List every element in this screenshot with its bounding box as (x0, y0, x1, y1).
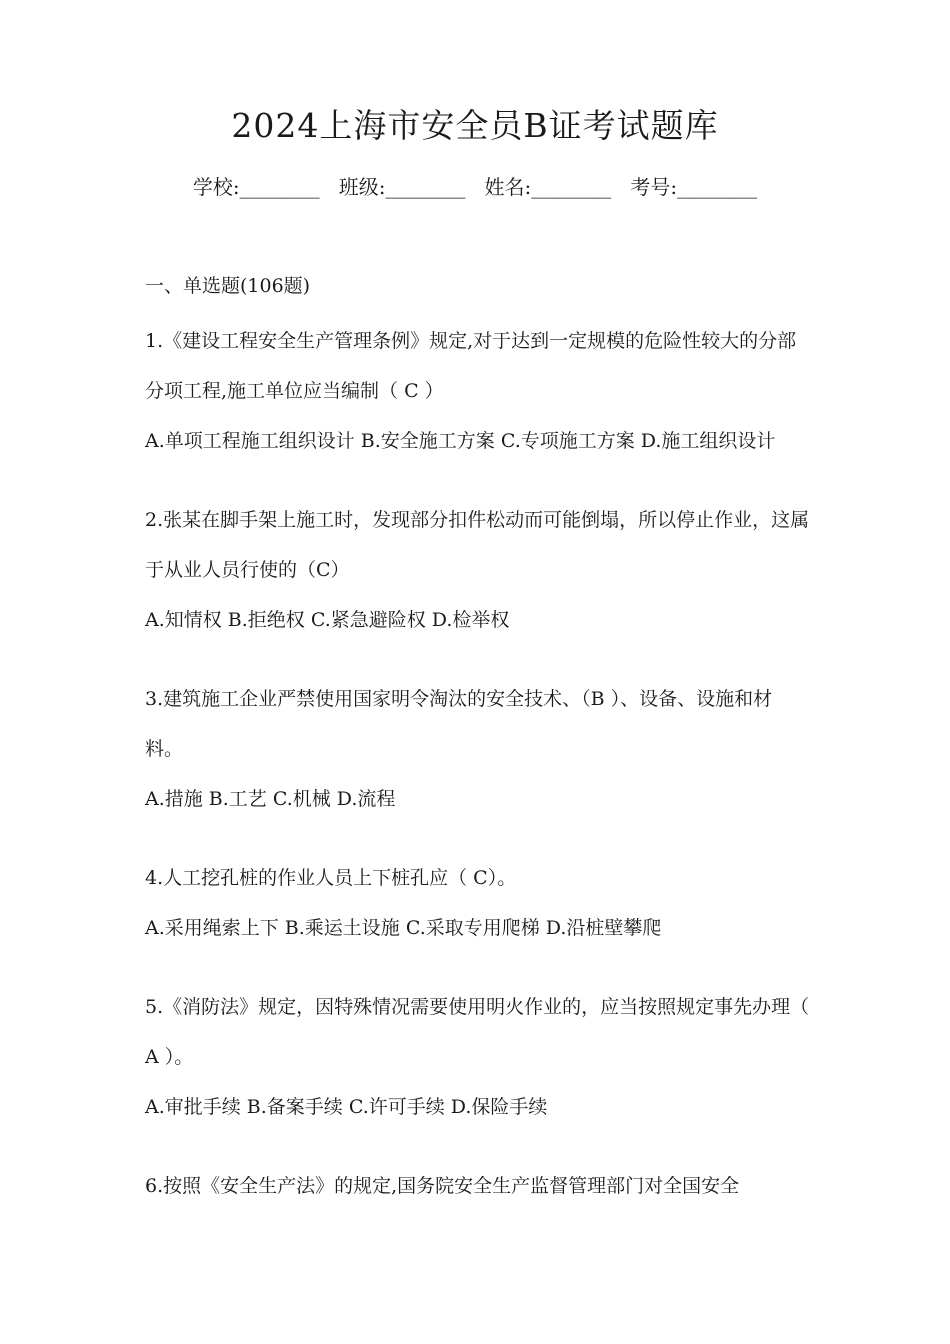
question-options: A.知情权 B.拒绝权 C.紧急避险权 D.检举权 (145, 609, 510, 631)
question-item (145, 1161, 810, 1211)
question-item (145, 495, 810, 645)
question-stem: 5.《消防法》规定，因特殊情况需要使用明火作业的，应当按照规定事先办理（ A ）。 (145, 996, 810, 1068)
class-field: 班级:________ (338, 175, 466, 199)
question-options: A.措施 B.工艺 C.机械 D.流程 (145, 788, 396, 810)
question-stem: 3.建筑施工企业严禁使用国家明令淘汰的安全技术、（B ）、设备、设施和材料。 (145, 688, 773, 760)
student-info-line (0, 172, 950, 202)
question-stem: 2.张某在脚手架上施工时，发现部分扣件松动而可能倒塌，所以停止作业，这属于从业人员行使的（C） (145, 509, 810, 581)
page-title: 2024上海市安全员B证考试题库 (231, 106, 719, 145)
question-item (145, 982, 810, 1132)
question-item (145, 316, 810, 466)
exam-number-field: 考号:________ (630, 175, 758, 199)
question-options: A.单项工程施工组织设计 B.安全施工方案 C.专项施工方案 D.施工组织设计 (145, 430, 776, 452)
question-options: A.采用绳索上下 B.乘运土设施 C.采取专用爬梯 D.沿桩壁攀爬 (145, 917, 662, 939)
name-field: 姓名:________ (484, 175, 612, 199)
question-stem: 1.《建设工程安全生产管理条例》规定,对于达到一定规模的危险性较大的分部分项工程,施工单位应当编制（ C ） (145, 330, 797, 402)
question-list (145, 268, 810, 1240)
question-item (145, 674, 810, 824)
question-stem: 6.按照《安全生产法》的规定,国务院安全生产监督管理部门对全国安全 (145, 1175, 740, 1197)
question-options: A.审批手续 B.备案手续 C.许可手续 D.保险手续 (145, 1096, 548, 1118)
section-heading: 一、单选题(106题) (145, 275, 311, 297)
question-stem: 4.人工挖孔桩的作业人员上下桩孔应（ C）。 (145, 867, 517, 889)
question-item (145, 853, 810, 953)
school-field: 学校:________ (192, 175, 320, 199)
